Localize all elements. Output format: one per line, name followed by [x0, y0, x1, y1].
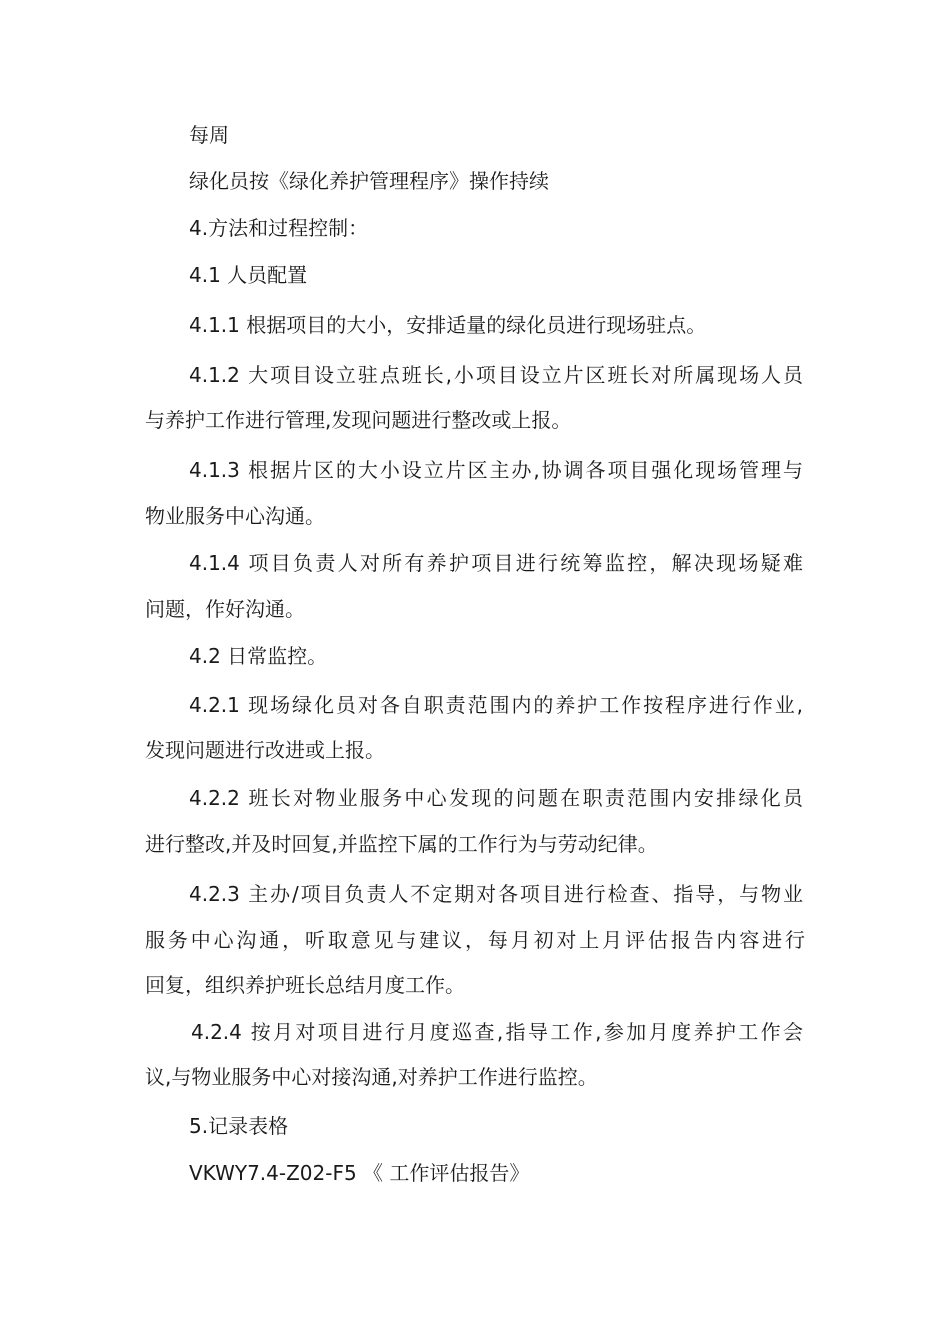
- heading-record-forms: 5.记录表格: [189, 1114, 289, 1138]
- text-line-weekly: 每周: [189, 123, 229, 147]
- form-reference-work-evaluation-report: VKWY7.4-Z02-F5 《 工作评估报告》: [189, 1161, 530, 1185]
- paragraph-4-2-3-line-2: 服务中心沟通，听取意见与建议，每月初对上月评估报告内容进行: [145, 928, 805, 952]
- paragraph-4-2-4-line-2: 议,与物业服务中心对接沟通,对养护工作进行监控。: [145, 1065, 598, 1089]
- paragraph-4-2-2-line-1: 4.2.2 班长对物业服务中心发现的问题在职责范围内安排绿化员: [189, 786, 803, 810]
- text-line-gardener-procedure: 绿化员按《绿化养护管理程序》操作持续: [189, 169, 549, 193]
- paragraph-4-1-2-line-2: 与养护工作进行管理,发现问题进行整改或上报。: [145, 408, 572, 432]
- paragraph-4-1-1: 4.1.1 根据项目的大小，安排适量的绿化员进行现场驻点。: [189, 313, 707, 337]
- paragraph-4-2-2-line-2: 进行整改,并及时回复,并监控下属的工作行为与劳动纪律。: [145, 832, 658, 856]
- paragraph-4-2-3-line-3: 回复，组织养护班长总结月度工作。: [145, 973, 465, 997]
- paragraph-4-1-4-line-2: 问题，作好沟通。: [145, 597, 305, 621]
- heading-daily-monitoring: 4.2 日常监控。: [189, 644, 328, 668]
- heading-method-process-control: 4.方法和过程控制：: [189, 216, 369, 240]
- paragraph-4-2-1-line-1: 4.2.1 现场绿化员对各自职责范围内的养护工作按程序进行作业,: [189, 693, 803, 717]
- paragraph-4-1-2-line-1: 4.1.2 大项目设立驻点班长,小项目设立片区班长对所属现场人员: [189, 363, 803, 387]
- paragraph-4-2-4-line-1: 4.2.4 按月对项目进行月度巡查,指导工作,参加月度养护工作会: [191, 1020, 803, 1044]
- paragraph-4-1-3-line-2: 物业服务中心沟通。: [145, 504, 325, 528]
- paragraph-4-2-1-line-2: 发现问题进行改进或上报。: [145, 738, 385, 762]
- paragraph-4-1-4-line-1: 4.1.4 项目负责人对所有养护项目进行统筹监控，解决现场疑难: [189, 551, 803, 575]
- paragraph-4-2-3-line-1: 4.2.3 主办/项目负责人不定期对各项目进行检查、指导，与物业: [189, 882, 803, 906]
- heading-staffing: 4.1 人员配置: [189, 263, 308, 287]
- paragraph-4-1-3-line-1: 4.1.3 根据片区的大小设立片区主办,协调各项目强化现场管理与: [189, 458, 803, 482]
